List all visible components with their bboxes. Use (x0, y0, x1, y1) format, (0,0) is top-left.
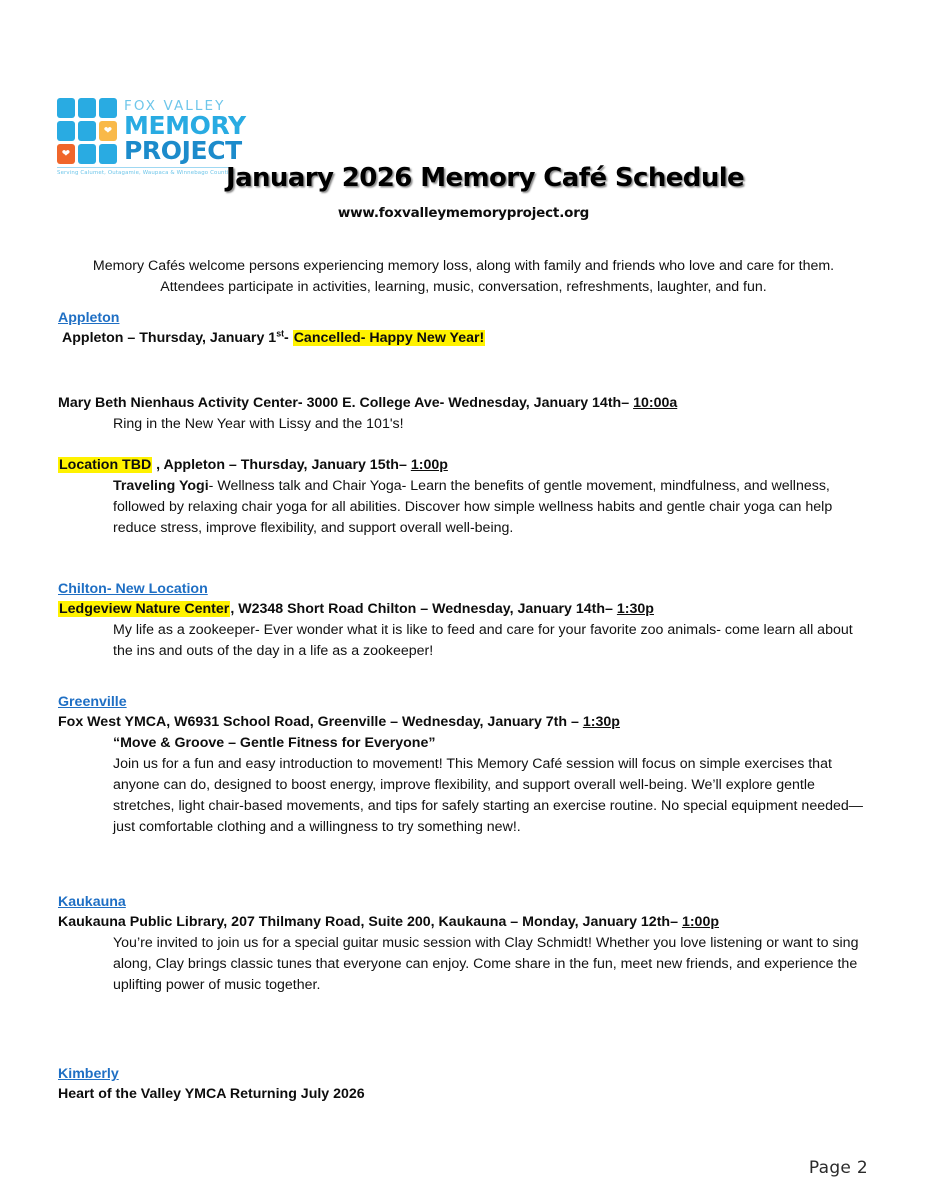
highlighted-venue-name: Location TBD (59, 457, 152, 473)
logo-line-memory: MEMORY (124, 111, 246, 140)
entry-appleton-jan1 (58, 328, 869, 349)
entry-description-text: - Wellness talk and Chair Yoga- Learn the benefits of gentle movement, mindfulness, and wellness, followed by relaxing chair yoga for all abilities. Discover how simple wellness habits and gentle chair yoga can help reduce stress, improve flexibility, and support overall well-being. (113, 478, 833, 536)
heart-icon: ❤ (61, 148, 71, 160)
schedule-content (58, 256, 869, 1105)
section-heading-greenville: Greenville (58, 694, 127, 710)
intro-line-2: them. Attendees participate in activities, learning, music, conversation, refreshments, laughter, and fun. (160, 258, 835, 295)
entry-mary-beth-nienhaus (58, 393, 869, 414)
entry-program-subtitle: “Move & Groove – Gentle Fitness for Everyone” (113, 735, 436, 751)
spacer (58, 662, 869, 682)
highlighted-venue-name: Ledgeview Nature Center (59, 601, 230, 617)
entry-description: Ring in the New Year with Lissy and the 101's! (113, 416, 404, 432)
entry-kaukauna-public-library (58, 912, 869, 933)
entry-location-tbd (58, 455, 869, 476)
logo-square-5 (78, 121, 96, 141)
intro-line-1: Memory Cafés welcome persons experiencing memory loss, along with family and friends who love and care for (92, 258, 795, 274)
logo-square-4 (57, 121, 75, 141)
entry-description: My life as a zookeeper- Ever wonder what it is like to feed and care for your favorite zoo animals- come learn all about the ins and outs of the day in a life as a zookeeper! (113, 622, 853, 659)
entry-venue-text: , Appleton – Thursday, January 15th– (152, 457, 407, 473)
section-heading-kaukauna: Kaukauna (58, 894, 126, 910)
entry-heart-of-the-valley-ymca: Heart of the Valley YMCA Returning July 2026 (58, 1086, 365, 1102)
logo-wordmark (124, 98, 246, 163)
logo-main-row (57, 98, 246, 165)
logo-line-fox-valley: FOX VALLEY (124, 98, 226, 114)
entry-venue-text: , W2348 Short Road Chilton – Wednesday, January 14th– (230, 601, 613, 617)
page-number-footer: Page 2 (808, 1158, 868, 1178)
logo-tagline: Serving Calumet, Outagamie, Waupaca & Winnebago Counties (57, 170, 235, 176)
entry-time: 1:30p (616, 601, 654, 617)
logo-square-grid-icon (57, 98, 117, 164)
entry-fox-west-ymca (58, 712, 869, 733)
section-heading-kimberly: Kimberly (58, 1066, 119, 1082)
entry-time: 1:00p (410, 457, 448, 473)
logo-divider (57, 167, 233, 168)
spacer (58, 838, 869, 882)
entry-venue-text: Appleton – Thursday, January 1 (62, 330, 277, 346)
entry-description (58, 476, 869, 539)
section-heading-appleton: Appleton (58, 310, 120, 326)
entry-time: 10:00a (633, 395, 678, 411)
logo-square-2 (78, 98, 96, 118)
spacer (58, 435, 869, 455)
heart-icon: ❤ (103, 125, 113, 137)
spacer (58, 996, 869, 1054)
entry-venue-suffix: - (284, 330, 293, 346)
entry-venue-text: Fox West YMCA, W6931 School Road, Greenville – Wednesday, January 7th – (58, 714, 579, 730)
logo-line-project: PROJECT (124, 136, 242, 165)
logo-square-1 (57, 98, 75, 118)
ordinal-suffix: st (276, 328, 285, 339)
logo-square-8 (78, 144, 96, 164)
logo-square-3 (99, 98, 117, 118)
entry-venue-text: Kaukauna Public Library, 207 Thilmany Road, Suite 200, Kaukauna – Monday, January 12th– (58, 914, 678, 930)
entry-ledgeview-nature-center (58, 599, 869, 620)
status-badge-cancelled: Cancelled- Happy New Year! (293, 330, 485, 346)
spacer (58, 349, 869, 393)
entry-venue-text: Mary Beth Nienhaus Activity Center- 3000 E. College Ave- Wednesday, January 14th– (58, 395, 630, 411)
entry-description: You’re invited to join us for a special guitar music session with Clay Schmidt! Whether you love listening or want to sing along, Clay brings classic tunes that everyone can enjoy. Come share in the fun, meet new friends, and experience the uplifting power of music together. (113, 935, 859, 993)
logo-square-9 (99, 144, 117, 164)
intro-paragraph (72, 256, 855, 298)
fox-valley-memory-project-logo (57, 98, 246, 176)
logo-square-7-heart (57, 144, 75, 164)
page-title: January 2026 Memory Café Schedule (226, 163, 745, 193)
entry-description: Join us for a fun and easy introduction to movement! This Memory Café session will focus on simple exercises that anyone can do, designed to boost energy, improve flexibility, and support overall well-being. We’ll explore gentle stretches, light chair-based movements, and tips for safely starting an exercise routine. No special equipment needed—just comfortable clothing and a willingness to try something new!. (113, 756, 863, 835)
logo-square-6-heart (99, 121, 117, 141)
spacer (58, 539, 869, 569)
entry-time: 1:00p (681, 914, 719, 930)
entry-time: 1:30p (582, 714, 620, 730)
program-name: Traveling Yogi (113, 478, 209, 494)
section-heading-chilton: Chilton- New Location (58, 581, 208, 597)
organization-website: www.foxvalleymemoryproject.org (337, 205, 590, 221)
